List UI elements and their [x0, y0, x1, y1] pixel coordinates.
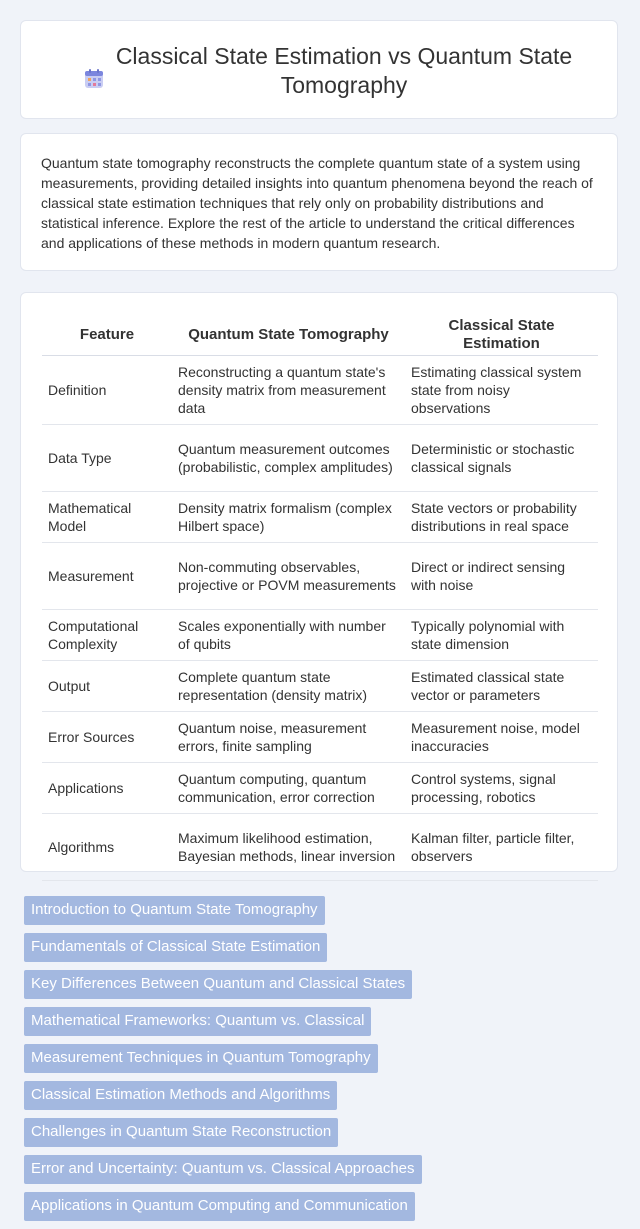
table-row	[42, 425, 598, 492]
toc-link[interactable]: Key Differences Between Quantum and Classical States	[24, 970, 412, 999]
toc-link[interactable]: Classical Estimation Methods and Algorithms	[24, 1081, 337, 1110]
table-row	[42, 610, 598, 661]
cell-classical: Typically polynomial with state dimension	[405, 610, 598, 661]
toc-link[interactable]: Applications in Quantum Computing and Communication	[24, 1192, 415, 1221]
toc-link[interactable]: Challenges in Quantum State Reconstruction	[24, 1118, 338, 1147]
cell-quantum: Density matrix formalism (complex Hilbert space)	[172, 492, 405, 543]
cell-quantum: Quantum computing, quantum communication, error correction	[172, 763, 405, 814]
cell-feature: Definition	[42, 356, 172, 425]
cell-classical: State vectors or probability distributions in real space	[405, 492, 598, 543]
page-title: Classical State Estimation vs Quantum State Tomography	[115, 43, 573, 98]
toc-link[interactable]: Fundamentals of Classical State Estimation	[24, 933, 327, 962]
cell-feature: Measurement	[42, 543, 172, 610]
table-row	[42, 492, 598, 543]
cell-quantum: Complete quantum state representation (density matrix)	[172, 661, 405, 712]
table-row	[42, 763, 598, 814]
cell-feature: Data Type	[42, 425, 172, 492]
cell-classical: Direct or indirect sensing with noise	[405, 543, 598, 610]
cell-classical: Estimating classical system state from noisy observations	[405, 356, 598, 425]
cell-feature: Output	[42, 661, 172, 712]
cell-feature: Algorithms	[42, 814, 172, 881]
cell-feature: Computational Complexity	[42, 610, 172, 661]
cell-feature: Applications	[42, 763, 172, 814]
cell-quantum: Quantum noise, measurement errors, finite sampling	[172, 712, 405, 763]
cell-quantum: Non-commuting observables, projective or POVM measurements	[172, 543, 405, 610]
cell-feature: Mathematical Model	[42, 492, 172, 543]
title-card	[20, 20, 618, 119]
table-row	[42, 356, 598, 425]
cell-quantum: Maximum likelihood estimation, Bayesian methods, linear inversion	[172, 814, 405, 881]
cell-classical: Estimated classical state vector or parameters	[405, 661, 598, 712]
cell-quantum: Reconstructing a quantum state's density matrix from measurement data	[172, 356, 405, 425]
cell-classical: Kalman filter, particle filter, observers	[405, 814, 598, 881]
toc-link[interactable]: Error and Uncertainty: Quantum vs. Classical Approaches	[24, 1155, 422, 1184]
comparison-table	[42, 313, 598, 881]
cell-classical: Measurement noise, model inaccuracies	[405, 712, 598, 763]
toc-link[interactable]: Mathematical Frameworks: Quantum vs. Classical	[24, 1007, 371, 1036]
table-of-contents	[24, 896, 624, 1229]
cell-quantum: Quantum measurement outcomes (probabilistic, complex amplitudes)	[172, 425, 405, 492]
header-feature: Feature	[42, 313, 172, 356]
intro-paragraph: Quantum state tomography reconstructs the complete quantum state of a system using measurements, providing detailed insights into quantum phenomena beyond the reach of classical state estimation techniques that rely only on probability distributions and statistical inference. Explore the rest of the article to understand the critical differences and applications of these methods in modern quantum research.	[41, 155, 593, 251]
toc-link[interactable]: Measurement Techniques in Quantum Tomography	[24, 1044, 378, 1073]
comparison-table-card	[20, 292, 618, 872]
table-row	[42, 661, 598, 712]
cell-classical: Deterministic or stochastic classical signals	[405, 425, 598, 492]
header-classical: Classical State Estimation	[405, 313, 598, 356]
intro-card	[20, 133, 618, 271]
toc-link[interactable]: Introduction to Quantum State Tomography	[24, 896, 325, 925]
table-row	[42, 712, 598, 763]
table-row	[42, 814, 598, 881]
table-header-row	[42, 313, 598, 356]
table-row	[42, 543, 598, 610]
header-quantum: Quantum State Tomography	[172, 313, 405, 356]
cell-feature: Error Sources	[42, 712, 172, 763]
cell-quantum: Scales exponentially with number of qubits	[172, 610, 405, 661]
cell-classical: Control systems, signal processing, robotics	[405, 763, 598, 814]
